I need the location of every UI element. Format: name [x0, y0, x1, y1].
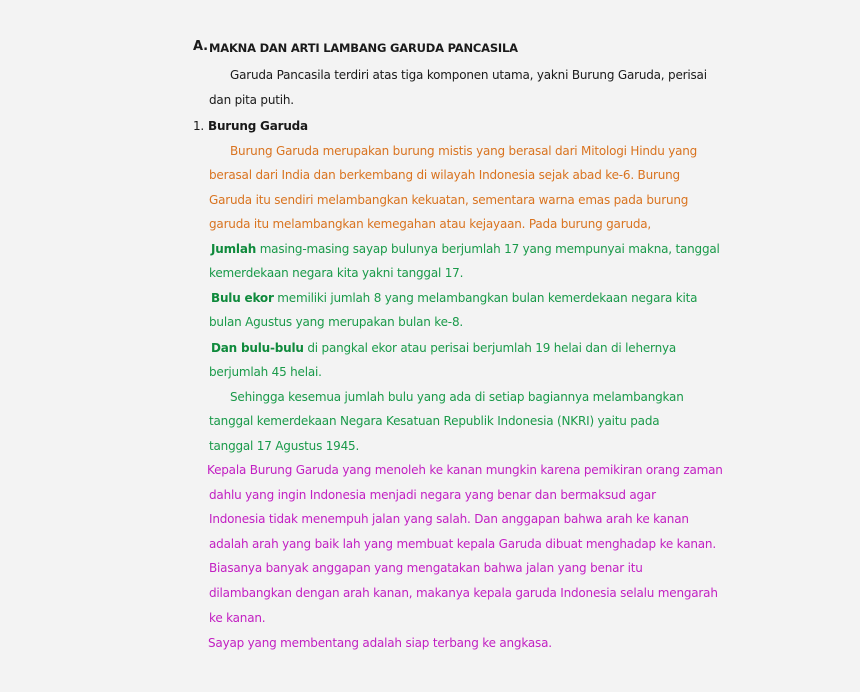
green-line: tanggal kemerdekaan Negara Kesatuan Republik Indonesia (NKRI) yaitu pada — [209, 414, 660, 428]
green-line: berjumlah 45 helai. — [209, 365, 322, 379]
section-title: Burung Garuda — [208, 119, 308, 133]
dan-label: Dan bulu-bulu — [211, 341, 304, 355]
green-line: bulan Agustus yang merupakan bulan ke-8. — [209, 315, 463, 329]
magenta-line: ke kanan. — [209, 611, 266, 625]
magenta-line: dilambangkan dengan arah kanan, makanya kepala garuda Indonesia selalu mengarah — [209, 586, 718, 600]
magenta-line: dahlu yang ingin Indonesia menjadi negara yang benar dan bermaksud agar — [209, 488, 656, 502]
orange-line: Garuda itu sendiri melambangkan kekuatan, sementara warna emas pada burung — [209, 193, 689, 207]
green-line — [211, 341, 676, 355]
magenta-line: Biasanya banyak anggapan yang mengatakan bahwa jalan yang benar itu — [209, 561, 643, 575]
green-line — [211, 242, 720, 256]
green-line: tanggal 17 Agustus 1945. — [209, 439, 360, 453]
orange-line: Burung Garuda merupakan burung mistis yang berasal dari Mitologi Hindu yang — [230, 144, 698, 158]
magenta-line: Indonesia tidak menempuh jalan yang salah. Dan anggapan bahwa arah ke kanan — [209, 512, 689, 526]
magenta-line: adalah arah yang baik lah yang membuat kepala Garuda dibuat menghadap ke kanan. — [209, 537, 716, 551]
bulu-label: Bulu ekor — [211, 291, 274, 305]
heading-title: MAKNA DAN ARTI LAMBANG GARUDA PANCASILA — [209, 41, 518, 55]
section-number: 1. — [193, 119, 205, 133]
intro-line: dan pita putih. — [209, 93, 294, 107]
intro-line: Garuda Pancasila terdiri atas tiga komponen utama, yakni Burung Garuda, perisai — [230, 68, 707, 82]
jumlah-label: Jumlah — [211, 242, 257, 256]
orange-line: berasal dari India dan berkembang di wilayah Indonesia sejak abad ke-6. Burung — [209, 168, 680, 182]
dan-text: di pangkal ekor atau perisai berjumlah 19 helai dan di lehernya — [303, 341, 677, 355]
orange-line: garuda itu melambangkan kemegahan atau kejayaan. Pada burung garuda, — [209, 217, 652, 231]
green-line: Sehingga kesemua jumlah bulu yang ada di setiap bagiannya melambangkan — [230, 390, 684, 404]
magenta-line: Sayap yang membentang adalah siap terbang ke angkasa. — [208, 636, 552, 650]
magenta-line: Kepala Burung Garuda yang menoleh ke kanan mungkin karena pemikiran orang zaman — [207, 463, 723, 477]
green-line — [211, 291, 697, 305]
green-line: kemerdekaan negara kita yakni tanggal 17. — [209, 266, 464, 280]
bulu-text: memiliki jumlah 8 yang melambangkan bulan kemerdekaan negara kita — [273, 291, 698, 305]
jumlah-text: masing-masing sayap bulunya berjumlah 17 yang mempunyai makna, tanggal — [256, 242, 720, 256]
heading-letter: A. — [193, 39, 208, 54]
